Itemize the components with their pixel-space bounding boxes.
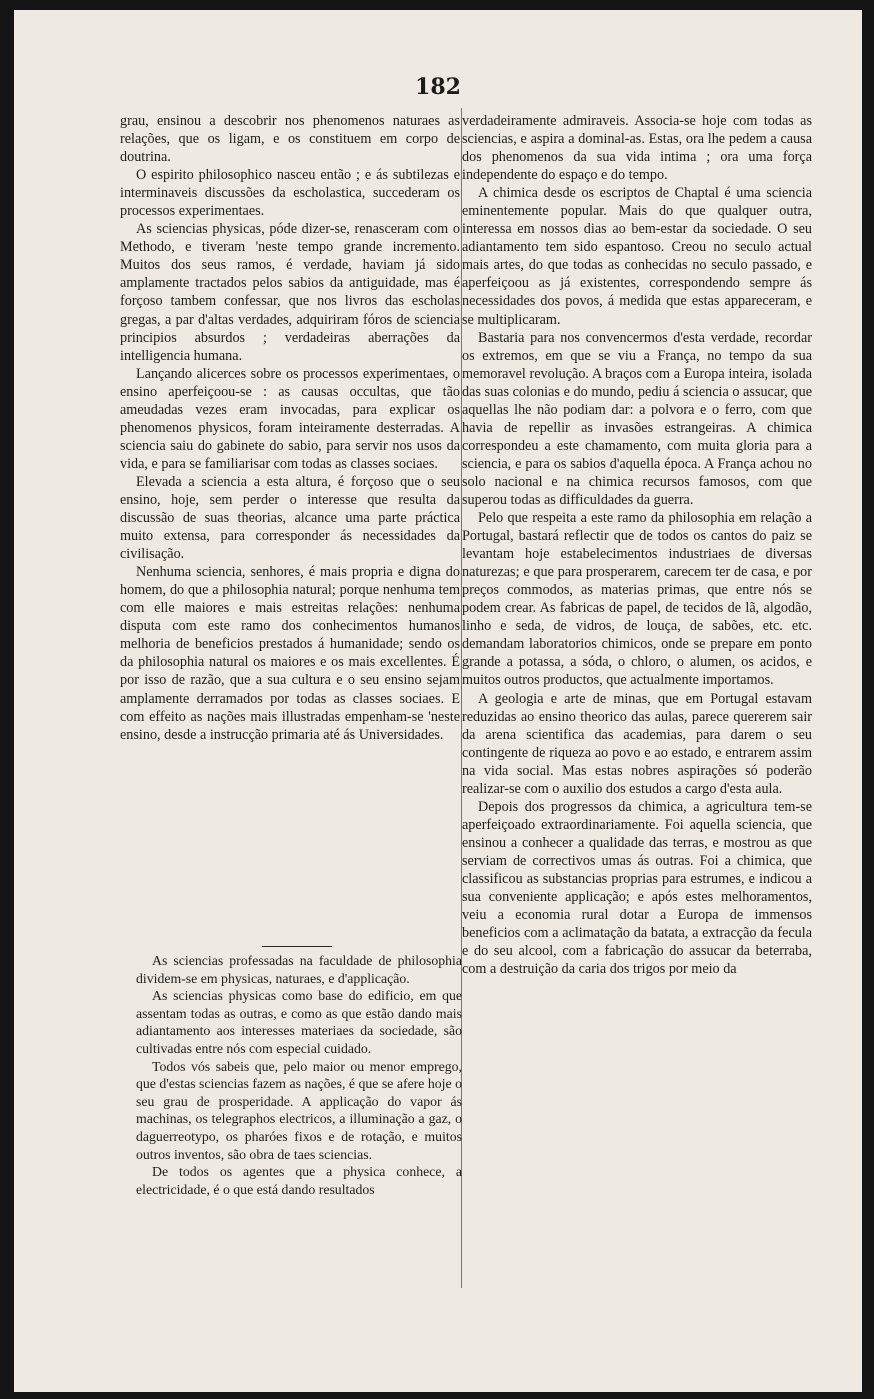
paragraph: Todos vós sabeis que, pelo maior ou menor emprego, que d'estas sciencias fazem as nações, é que se afere hoje o seu grau de prosperidade. A applicação do vapor ás machinas, os telegraphos electricos, a illuminação a gaz, o daguerreotypo, os pharóes fixos e de rotação, e muitos outros inventos, são obra de taes sciencias.: [136, 1058, 462, 1162]
paragraph: A geologia e arte de minas, que em Portugal estavam reduzidas ao ensino theorico das aulas, parece quererem sair da arena scientifica das academias, para darem o seu contingente de riqueza ao povo e ao estado, e entrarem assim na vida social. Mas estas nobres aspirações só poderão realizar-se com o auxilio dos estudos a cargo d'esta aula.: [462, 690, 812, 797]
paragraph: Lançando alicerces sobre os processos experimentaes, o ensino aperfeiçoou-se : as causas occultas, que tão ameudadas vezes eram invocadas, para explicar os phenomenos physicos, foram inteiramente desterradas. A sciencia saiu do gabinete do sabio, para servir nos usos da vida, e para se familiarisar com todas as classes sociaes.: [120, 365, 460, 472]
paragraph: verdadeiramente admiraveis. Associa-se hoje com todas as sciencias, e aspira a dominal-as. Estas, ora lhe pedem a causa dos phenomenos da sua vida intima ; ora uma força independente do espaço e do tempo.: [462, 113, 812, 184]
paragraph: As sciencias professadas na faculdade de philosophia dividem-se em physicas, naturaes, e d'applicação.: [136, 953, 462, 986]
left-column-bottom-section: [136, 952, 462, 1198]
newspaper-page: [14, 10, 862, 1392]
paragraph: Bastaria para nos convencermos d'esta verdade, recordar os extremos, em que se viu a França, no tempo da sua memoravel revolução. A braços com a Europa inteira, isolada das suas colonias e do mundo, pediu á sciencia o assucar, que aquellas lhe não podiam dar: a polvora e o ferro, com que havia de repellir as invasões estrangeiras. A chimica correspondeu a este chamamento, com muita gloria para a sciencia, e para os sabios d'aquella época. A França achou no solo nacional e na chimica recursos famosos, com que superou todas as difficuldades da guerra.: [462, 329, 812, 508]
right-column: [462, 112, 812, 978]
section-divider: [262, 946, 332, 947]
paragraph: Pelo que respeita a este ramo da philosophia em relação a Portugal, bastará reflectir que de todos os cantos do paiz se levantam hoje estabelecimentos industriaes de diversas naturezas; e que para prosperarem, carecem ter de casa, e por preços commodos, as materias primas, que entre nós se podem crear. As fabricas de papel, de tecidos de lã, algodão, linho e seda, de vidros, de louça, de sabões, etc. etc. demandam laboratorios chimicos, onde se prepare em ponto grande a potassa, a sóda, o chloro, o alumen, os acidos, e muitos outros productos, que actualmente importamos.: [462, 510, 812, 689]
paragraph: Elevada a sciencia a esta altura, é forçoso que o seu ensino, hoje, sem perder o interesse que resulta da discussão de suas theorias, alcance uma parte práctica muito extensa, para corresponder ás necessidades da civilisação.: [120, 473, 460, 563]
page-number: 182: [415, 74, 461, 100]
paragraph: As sciencias physicas como base do edificio, em que assentam todas as outras, e como as que estão dando mais adiantamento aos interesses materiaes da sociedade, são cultivadas entre nós com especial cuidado.: [136, 988, 462, 1056]
paragraph: Nenhuma sciencia, senhores, é mais propria e digna do homem, do que a philosophia natural; porque nenhuma tem com elle maiores e mais estreitas relações: nenhuma disputa com este ramo dos conhecimentos humanos melhoria de beneficios prestados á humanidade; sendo os da philosophia natural os maiores e os mais excellentes. É por isso de razão, que a sua cultura e o seu ensino sejam amplamente derramados por todas as classes sociaes. E com effeito as nações mais illustradas empenham-se 'neste ensino, desde a instrucção primaria até ás Universidades.: [120, 564, 460, 743]
paragraph: As sciencias physicas, póde dizer-se, renasceram com o Methodo, e tiveram 'neste tempo grande incremento. Muitos dos seus ramos, é verdade, haviam já sido amplamente tractados pelos sabios da antiguidade, mas é forçoso tambem confessar, que nos livros das escholas gregas, a par d'altas verdades, adquiriram fóros de sciencia principios absurdos ; verdadeiras aberrações da intelligencia humana.: [120, 221, 460, 364]
paragraph: O espirito philosophico nasceu então ; e ás subtilezas e interminaveis discussões da escholastica, succederam os processos experimentaes.: [120, 167, 460, 220]
paragraph: Depois dos progressos da chimica, a agricultura tem-se aperfeiçoado extraordinariamente. Foi aquella sciencia, que ensinou a conhecer a qualidade das terras, e mostrou as que serviam de correctivos umas ás outras. Foi a chimica, que classificou as substancias proprias para estrumes, e indicou a sua conveniente applicação; e após estes melhoramentos, veiu a economia rural dotar a Europa de immensos beneficios com a aclimatação da batata, a extracção da fecula e do seu alcool, com a fabricação do assucar da beterraba, com a destruição da caria dos trigos por meio da: [462, 798, 812, 978]
paragraph: A chimica desde os escriptos de Chaptal é uma sciencia eminentemente popular. Mais do que qualquer outra, interessa em nossos dias ao bem-estar da sociedade. O seu adiantamento tem sido espantoso. Creou no seculo actual mais artes, do que todas as conhecidas no seculo passado, e aperfeiçoou as já existentes, correspondendo sempre ás necessidades dos povos, á medida que estas appareceram, e se multiplicaram.: [462, 185, 812, 328]
paragraph: grau, ensinou a descobrir nos phenomenos naturaes as relações, que os ligam, e os constituem em corpo de doutrina.: [120, 113, 460, 166]
paragraph: De todos os agentes que a physica conhece, a electricidade, é o que está dando resultados: [136, 1164, 462, 1197]
left-column: [120, 112, 460, 744]
